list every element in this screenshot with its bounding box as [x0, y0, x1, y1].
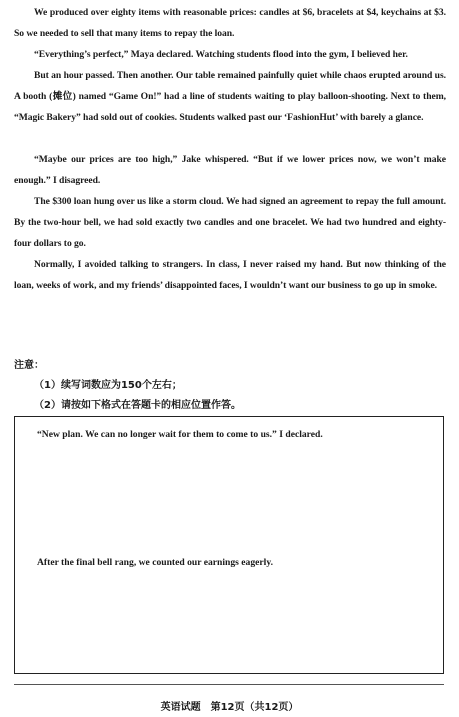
footer-divider — [14, 684, 444, 685]
notes-item-2: （2）请按如下格式在答题卡的相应位置作答。 — [34, 400, 241, 411]
passage-paragraph-6: Normally, I avoided talking to strangers. In class, I never raised my hand. But now thinking of the loan, weeks of work, and my friends’ disappointed faces, I wouldn’t want our business to go up in smoke. — [14, 259, 446, 291]
passage-paragraph-4: “Maybe our prices are too high,” Jake whispered. “But if we lower prices now, we won’t make enough.” I disagreed. — [14, 154, 446, 186]
answer-box-opening-line-2: After the final bell rang, we counted our earnings eagerly. — [37, 557, 274, 568]
notes-item-1: （1）续写词数应为150个左右； — [34, 380, 182, 391]
passage-paragraph-1: We produced over eighty items with reasonable prices: candles at $6, bracelets at $4, keychains at $3. So we needed to sell that many items to repay the loan. — [14, 7, 446, 39]
answer-box[interactable] — [14, 416, 444, 674]
passage-paragraph-3: But an hour passed. Then another. Our table remained painfully quiet while chaos erupted around us. A booth (摊位) named “Game On!” had a line of students waiting to play balloon-shooting. Next to them, “Magic Bakery” had sold out of cookies. Students walked past our ‘FashionHut’ with barely a glance. — [14, 70, 446, 123]
passage-paragraph-5: The $300 loan hung over us like a storm cloud. We had signed an agreement to repay the full amount. By the two-hour bell, we had sold exactly two candles and one bracelet. We had two hundred and eighty-four dollars to go. — [14, 196, 446, 249]
notes-title: 注意： — [14, 360, 44, 371]
answer-box-opening-line-1: “New plan. We can no longer wait for them to come to us.” I declared. — [37, 429, 323, 440]
page-footer: 英语试题 第12页（共12页） — [160, 702, 299, 713]
passage-paragraph-2: “Everything’s perfect,” Maya declared. Watching students flood into the gym, I believed her. — [34, 49, 408, 60]
